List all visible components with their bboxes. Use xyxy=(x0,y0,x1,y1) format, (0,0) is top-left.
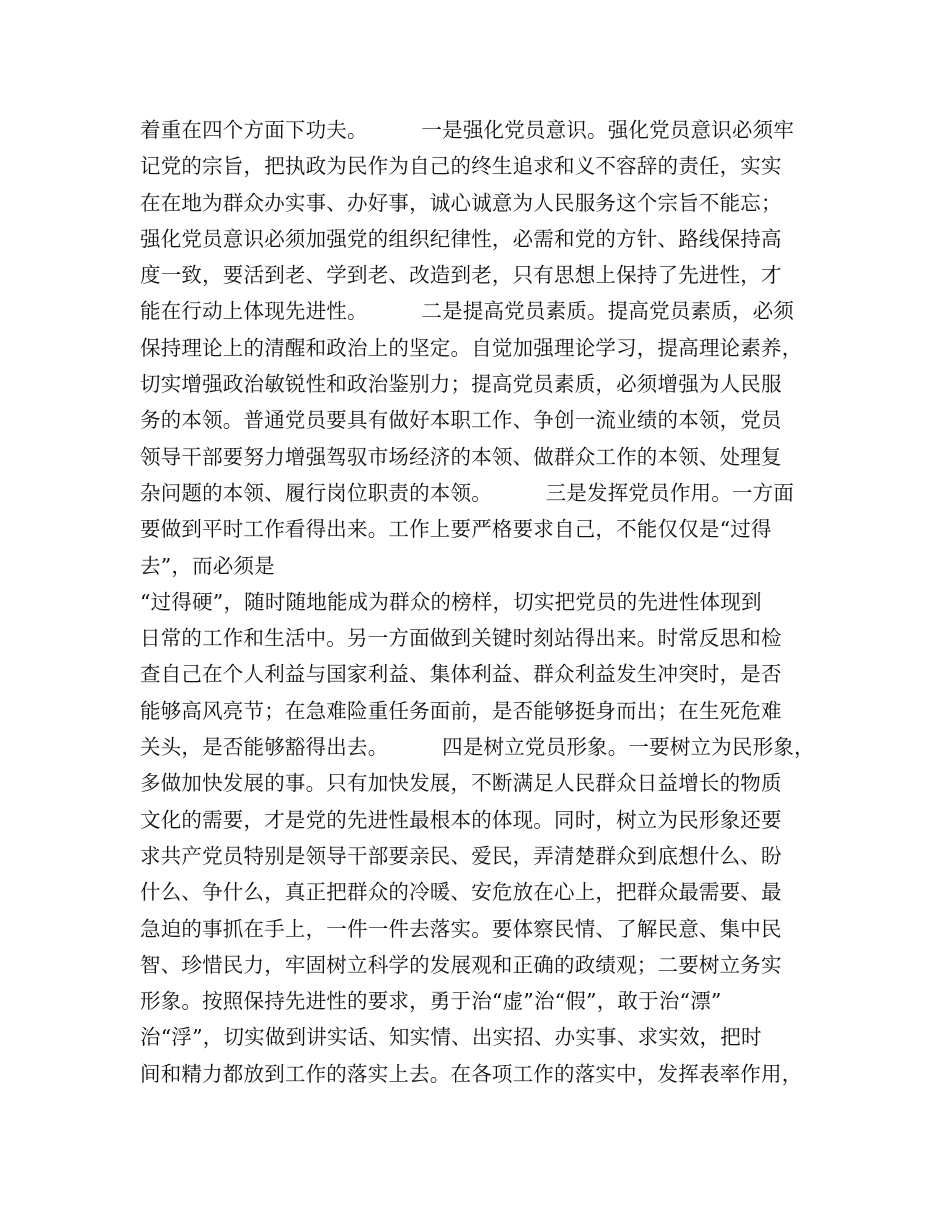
text-line: 度一致，要活到老、学到老、改造到老，只有思想上保持了先进性，才 xyxy=(140,263,782,288)
text-line: 能够高风亮节；在急难险重任务面前，是否能够挺身而出；在生死危难 xyxy=(140,698,782,723)
text-line: 在在地为群众办实事、办好事，诚心诚意为人民服务这个宗旨不能忘； xyxy=(140,190,782,215)
text-line: 智、珍惜民力，牢固树立科学的发展观和正确的政绩观；二要树立务实 xyxy=(140,952,782,977)
text-line: 务的本领。普通党员要具有做好本职工作、争创一流业绩的本领，党员 xyxy=(140,408,782,433)
text-line: 去”，而必须是 xyxy=(140,553,275,578)
text-line: 日常的工作和生活中。另一方面做到关键时刻站得出来。时常反思和检 xyxy=(140,626,782,651)
text-line: 切实增强政治敏锐性和政治鉴别力；提高党员素质，必须增强为人民服 xyxy=(140,372,782,397)
text-line: 治“浮”，切实做到讲实话、知实情、出实招、办实事、求实效，把时 xyxy=(140,1025,762,1050)
text-line: 领导干部要努力增强驾驭市场经济的本领、做群众工作的本领、处理复 xyxy=(140,444,782,469)
text-line: 要做到平时工作看得出来。工作上要严格要求自己，不能仅仅是“过得 xyxy=(140,517,772,542)
text-line: 着重在四个方面下功夫。 一是强化党员意识。强化党员意识必须牢 xyxy=(140,118,795,142)
text-line: 记党的宗旨，把执政为民作为自己的终生追求和义不容辞的责任，实实 xyxy=(140,154,782,179)
text-line: 什么、争什么，真正把群众的冷暖、安危放在心上，把群众最需要、最 xyxy=(140,880,782,905)
text-line: 保持理论上的清醒和政治上的坚定。自觉加强理论学习，提高理论素养， xyxy=(140,335,803,360)
text-line: 杂问题的本领、履行岗位职责的本领。 三是发挥党员作用。一方面 xyxy=(140,480,795,505)
text-line: 形象。按照保持先进性的要求，勇于治“虚”治“假”，敢于治“漂” xyxy=(140,989,722,1014)
text-line: 多做加快发展的事。只有加快发展，不断满足人民群众日益增长的物质 xyxy=(140,771,782,796)
body-text xyxy=(140,112,840,1092)
text-line: 急迫的事抓在手上，一件一件去落实。要体察民情、了解民意、集中民 xyxy=(140,916,782,941)
text-line: 强化党员意识必须加强党的组织纪律性，必需和党的方针、路线保持高 xyxy=(140,226,782,251)
text-line: 求共产党员特别是领导干部要亲民、爱民，弄清楚群众到底想什么、盼 xyxy=(140,843,782,868)
text-line: 文化的需要，才是党的先进性最根本的体现。同时，树立为民形象还要 xyxy=(140,807,782,832)
text-line: “过得硬”，随时随地能成为群众的榜样，切实把党员的先进性体现到 xyxy=(140,589,762,614)
text-line: 间和精力都放到工作的落实上去。在各项工作的落实中，发挥表率作用， xyxy=(140,1061,803,1086)
text-line: 关头，是否能够豁得出去。 四是树立党员形象。一要树立为民形象， xyxy=(140,735,815,760)
text-line: 查自己在个人利益与国家利益、集体利益、群众利益发生冲突时，是否 xyxy=(140,662,782,687)
text-line: 能在行动上体现先进性。 二是提高党员素质。提高党员素质，必须 xyxy=(140,299,795,324)
